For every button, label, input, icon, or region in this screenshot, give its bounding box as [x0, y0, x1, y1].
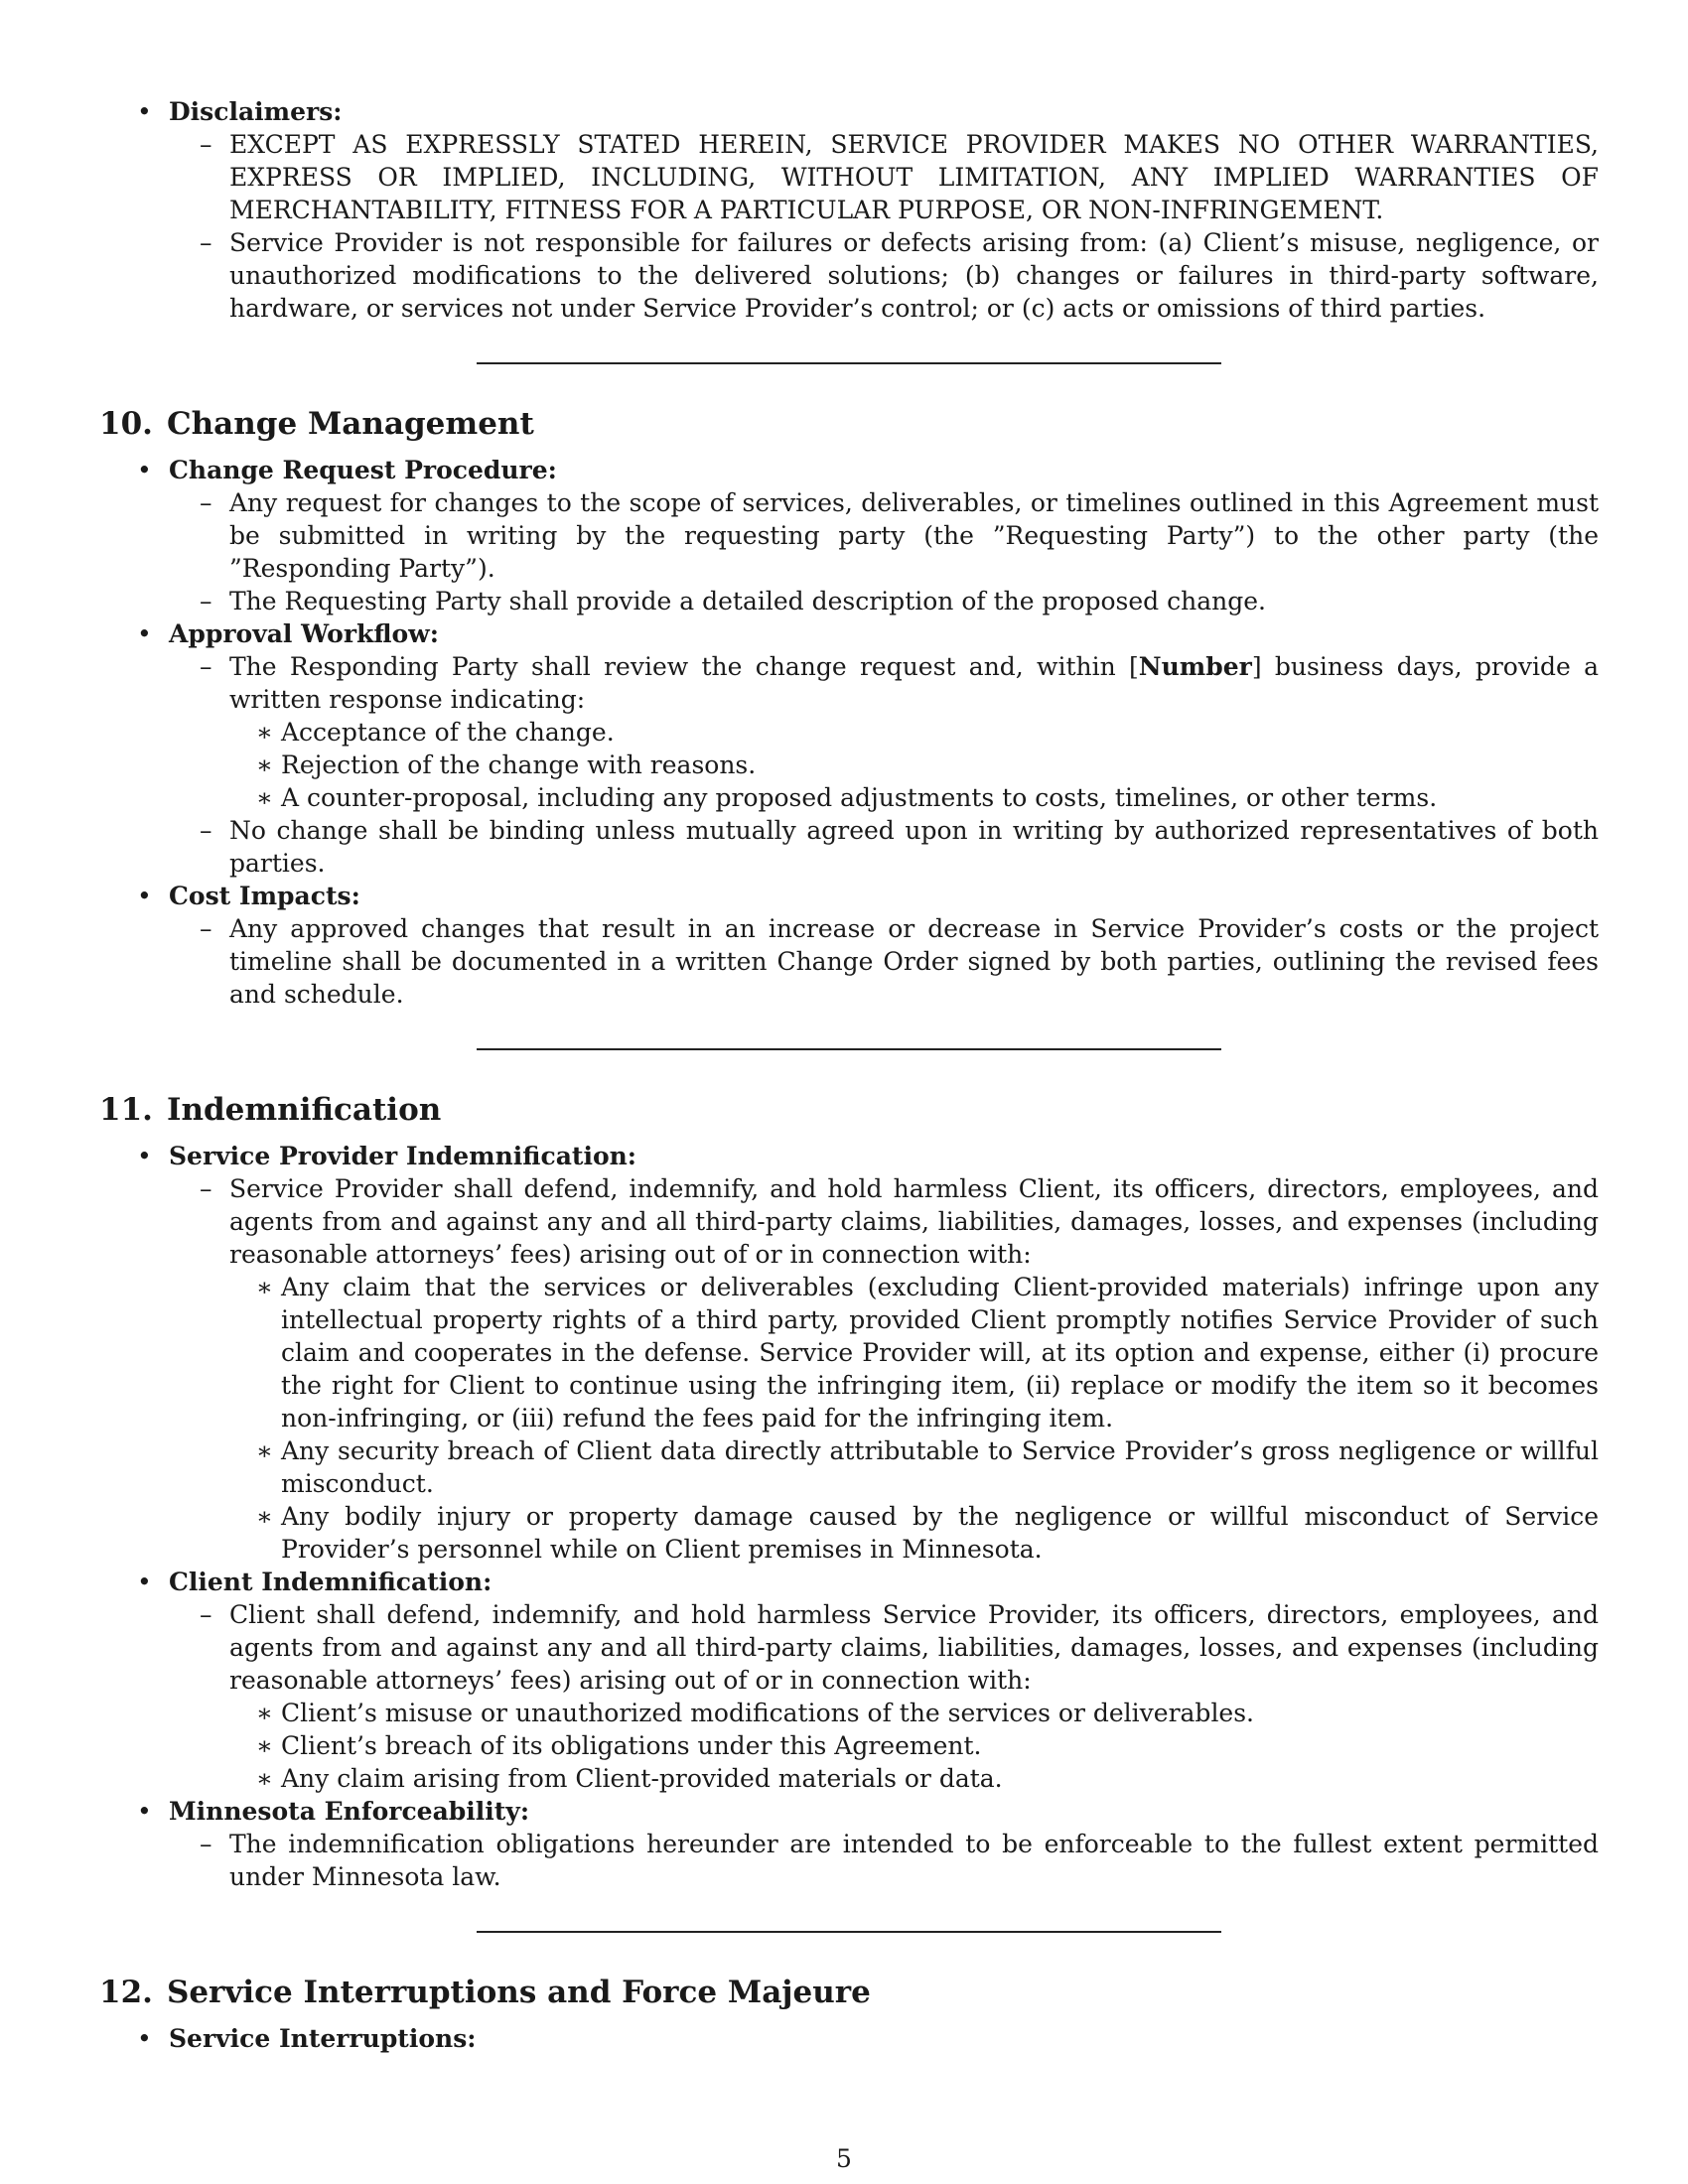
placeholder-number: Number: [1138, 652, 1252, 681]
section-title: Change Management: [166, 406, 534, 442]
document-body: [99, 95, 1599, 2055]
list-item: [229, 1271, 1599, 1434]
clause-text: business days, provide a written response indicating:: [229, 652, 1599, 714]
star-marker: ∗: [256, 1273, 273, 1301]
dash-marker: –: [200, 130, 212, 159]
page-number: 5: [836, 2144, 852, 2173]
list-item: [229, 716, 1599, 749]
placeholder-bracket: [: [1129, 652, 1139, 681]
section-11-list: [99, 1140, 1599, 1893]
dash-marker: –: [200, 816, 212, 845]
section-title: Indemnification: [166, 1092, 442, 1128]
bullet-marker: •: [137, 2024, 152, 2053]
section-number: 10.: [99, 406, 153, 442]
bullet-marker: •: [137, 1797, 152, 1826]
star-marker: ∗: [256, 1699, 273, 1727]
list-item: [99, 880, 1599, 1011]
section-10-heading: [99, 404, 1599, 444]
clause-text: Client shall defend, indemnify, and hold harmless Service Provider, its officers, directors, employees, and agents from and against any and all third-party claims, liabilities, damages, losses, and expenses (including reasonable attorneys’ fees) arising out of or in connection with:: [229, 1600, 1599, 1695]
section-title: Service Interruptions and Force Majeure: [166, 1975, 871, 2010]
approval-workflow-label: Approval Workflow:: [169, 619, 439, 648]
minnesota-enforceability-label: Minnesota Enforceability:: [169, 1797, 530, 1826]
dash-marker: –: [200, 914, 212, 943]
dash-marker: –: [200, 1174, 212, 1203]
list-item: [99, 1566, 1599, 1795]
section-number: 11.: [99, 1092, 153, 1128]
section-divider: [477, 1931, 1221, 1933]
section-11-heading: [99, 1090, 1599, 1130]
star-marker: ∗: [256, 718, 273, 747]
dash-marker: –: [200, 488, 212, 517]
clause-text: Service Provider shall defend, indemnify, and hold harmless Client, its officers, directors, employees, and agents from and against any and all third-party claims, liabilities, damages, losses, and expenses (including reasonable attorneys’ fees) arising out of or in connection with:: [229, 1174, 1599, 1269]
disclaimers-list: [99, 95, 1599, 325]
bullet-marker: •: [137, 1568, 152, 1596]
star-marker: ∗: [256, 1502, 273, 1531]
dash-marker: –: [200, 587, 212, 615]
dash-marker: –: [200, 1600, 212, 1629]
bullet-marker: •: [137, 97, 152, 126]
list-item: [169, 486, 1599, 585]
clause-text: Rejection of the change with reasons.: [281, 751, 757, 779]
clause-text: Client’s breach of its obligations under this Agreement.: [281, 1731, 982, 1760]
star-marker: ∗: [256, 783, 273, 812]
list-item: [99, 2022, 1599, 2055]
section-divider: [477, 362, 1221, 364]
clause-text: The indemnification obligations hereunder are intended to be enforceable to the fullest extent permitted under Minnesota law.: [229, 1830, 1599, 1891]
placeholder-bracket: ]: [1251, 652, 1262, 681]
clause-text: Any request for changes to the scope of services, deliverables, or timelines outlined in this Agreement must be submitted in writing by the requesting party (the ”Requesting Party”) to the other party (the ”Responding Party”).: [229, 488, 1599, 583]
list-item: [169, 585, 1599, 617]
list-item: [169, 814, 1599, 880]
list-item: [169, 1828, 1599, 1893]
section-10-list: [99, 454, 1599, 1011]
list-item: [169, 1598, 1599, 1795]
clause-text: Any bodily injury or property damage caused by the negligence or willful misconduct of Service Provider’s personnel while on Client premises in Minnesota.: [281, 1502, 1599, 1564]
clause-text: Any claim arising from Client-provided materials or data.: [281, 1764, 1003, 1793]
bullet-marker: •: [137, 619, 152, 648]
change-request-label: Change Request Procedure:: [169, 456, 557, 484]
disclaimer-text: Service Provider is not responsible for failures or defects arising from: (a) Client’s misuse, negligence, or unauthorized modifications to the delivered solutions; (b) changes or failures in third-party software, hardware, or services not under Service Provider’s control; or (c) acts or omissions of third parties.: [229, 228, 1599, 323]
bullet-marker: •: [137, 1142, 152, 1170]
list-item: [99, 1795, 1599, 1893]
disclaimers-label: Disclaimers:: [169, 97, 343, 126]
clause-text: Any approved changes that result in an increase or decrease in Service Provider’s costs or the project timeline shall be documented in a written Change Order signed by both parties, outlining the revised fees and schedule.: [229, 914, 1599, 1009]
clause-text: The Responding Party shall review the change request and, within: [229, 652, 1130, 681]
list-item: [169, 650, 1599, 814]
list-item: [99, 95, 1599, 325]
provider-indemnification-label: Service Provider Indemnification:: [169, 1142, 637, 1170]
section-12-list: [99, 2022, 1599, 2055]
list-item: [229, 1697, 1599, 1729]
cost-impacts-label: Cost Impacts:: [169, 882, 360, 910]
list-item: [169, 226, 1599, 325]
star-marker: ∗: [256, 1436, 273, 1465]
list-item: [229, 1762, 1599, 1795]
section-number: 12.: [99, 1975, 153, 2010]
section-12-heading: [99, 1973, 1599, 2012]
star-marker: ∗: [256, 1731, 273, 1760]
list-item: [229, 1500, 1599, 1566]
service-interruptions-label: Service Interruptions:: [169, 2024, 477, 2053]
list-item: [169, 128, 1599, 226]
list-item: [169, 1172, 1599, 1566]
dash-marker: –: [200, 652, 212, 681]
list-item: [229, 749, 1599, 781]
clause-text: Any claim that the services or deliverables (excluding Client-provided materials) infringe upon any intellectual property rights of a third party, provided Client promptly notifies Service Provider of such claim and cooperates in the defense. Service Provider will, at its option and expense, either (i) procure the right for Client to continue using the infringing item, (ii) replace or modify the item so it becomes non-infringing, or (iii) refund the fees paid for the infringing item.: [281, 1273, 1599, 1433]
clause-text: No change shall be binding unless mutually agreed upon in writing by authorized representatives of both parties.: [229, 816, 1599, 878]
list-item: [99, 454, 1599, 617]
list-item: [229, 1729, 1599, 1762]
list-item: [99, 1140, 1599, 1566]
list-item: [229, 1434, 1599, 1500]
bullet-marker: •: [137, 456, 152, 484]
disclaimer-text: EXCEPT AS EXPRESSLY STATED HEREIN, SERVICE PROVIDER MAKES NO OTHER WARRANTIES, EXPRESS OR IMPLIED, INCLUDING, WITHOUT LIMITATION, ANY IMPLIED WARRANTIES OF MERCHANTABILITY, FITNESS FOR A PARTICULAR PURPOSE, OR NON-INFRINGEMENT.: [229, 130, 1599, 224]
dash-marker: –: [200, 1830, 212, 1858]
star-marker: ∗: [256, 751, 273, 779]
clause-text: The Requesting Party shall provide a detailed description of the proposed change.: [229, 587, 1266, 615]
list-item: [169, 912, 1599, 1011]
clause-text: Acceptance of the change.: [281, 718, 615, 747]
clause-text: Client’s misuse or unauthorized modifications of the services or deliverables.: [281, 1699, 1255, 1727]
list-item: [229, 781, 1599, 814]
section-divider: [477, 1048, 1221, 1050]
dash-marker: –: [200, 228, 212, 257]
client-indemnification-label: Client Indemnification:: [169, 1568, 492, 1596]
clause-text: Any security breach of Client data directly attributable to Service Provider’s gross negligence or willful misconduct.: [281, 1436, 1599, 1498]
list-item: [99, 617, 1599, 880]
clause-text: A counter-proposal, including any proposed adjustments to costs, timelines, or other terms.: [281, 783, 1438, 812]
star-marker: ∗: [256, 1764, 273, 1793]
bullet-marker: •: [137, 882, 152, 910]
